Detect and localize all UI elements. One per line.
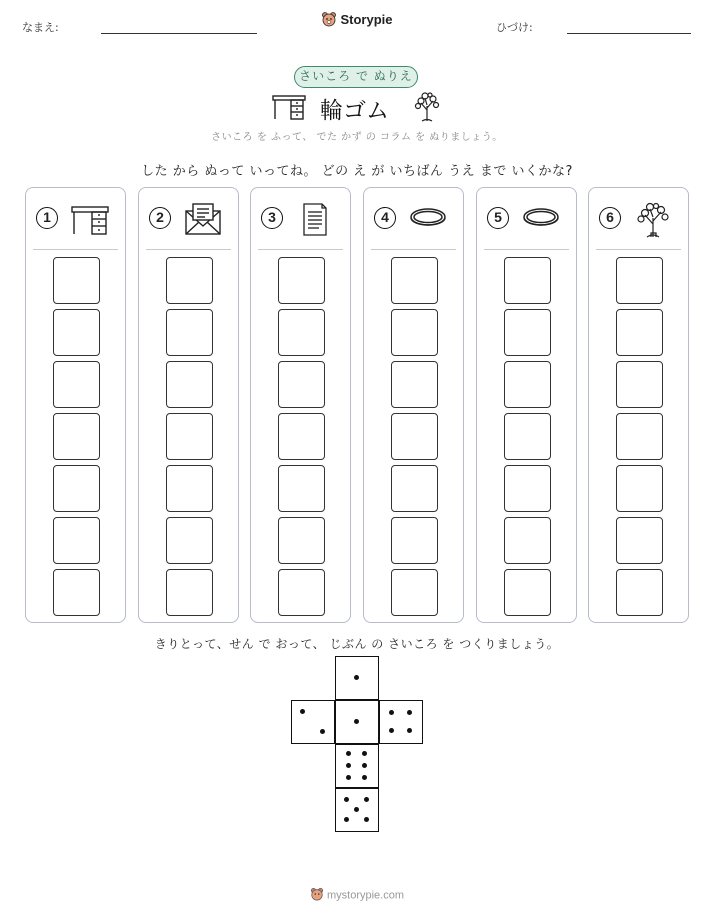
color-cell[interactable] — [504, 517, 551, 564]
color-cell[interactable] — [616, 569, 663, 616]
color-cell[interactable] — [391, 465, 438, 512]
column-header — [364, 188, 463, 250]
footer — [0, 887, 714, 904]
color-cell[interactable] — [53, 309, 100, 356]
name-line[interactable] — [101, 33, 257, 34]
column-3 — [250, 187, 351, 623]
column-header — [26, 188, 125, 250]
color-cell[interactable] — [278, 465, 325, 512]
dice-face-6 — [335, 744, 379, 788]
color-cell[interactable] — [53, 517, 100, 564]
color-cell[interactable] — [616, 517, 663, 564]
column-header — [589, 188, 688, 250]
color-cell[interactable] — [616, 309, 663, 356]
color-cell[interactable] — [391, 257, 438, 304]
color-cell[interactable] — [391, 517, 438, 564]
column-number: 5 — [487, 207, 509, 229]
tree-icon — [414, 92, 440, 126]
bear-logo-icon — [310, 887, 324, 904]
dice-pip — [354, 719, 359, 724]
dice-pip — [346, 775, 351, 780]
dice-pip — [320, 729, 325, 734]
column-divider — [371, 249, 456, 250]
color-cell[interactable] — [391, 413, 438, 460]
color-cell[interactable] — [53, 413, 100, 460]
color-cell[interactable] — [278, 257, 325, 304]
color-cell[interactable] — [504, 413, 551, 460]
color-cell[interactable] — [278, 309, 325, 356]
dice-face-4 — [379, 700, 423, 744]
dice-pip — [300, 709, 305, 714]
column-4 — [363, 187, 464, 623]
color-cell[interactable] — [53, 257, 100, 304]
dice-pip — [389, 728, 394, 733]
dice-pip — [362, 751, 367, 756]
title-row — [0, 92, 714, 122]
color-cell[interactable] — [504, 569, 551, 616]
color-cell[interactable] — [504, 465, 551, 512]
column-number: 4 — [374, 207, 396, 229]
column-divider — [146, 249, 231, 250]
dice-pip — [354, 675, 359, 680]
color-cell[interactable] — [616, 257, 663, 304]
column-header — [477, 188, 576, 250]
dice-face-1 — [335, 656, 379, 700]
dice-pip — [407, 710, 412, 715]
color-cell[interactable] — [166, 569, 213, 616]
desk-icon — [272, 94, 306, 124]
color-cell[interactable] — [504, 257, 551, 304]
bear-logo-icon — [321, 11, 337, 30]
color-cell[interactable] — [616, 361, 663, 408]
brand-logo — [0, 11, 714, 30]
date-line[interactable] — [567, 33, 691, 34]
color-cell[interactable] — [166, 465, 213, 512]
activity-badge: さいころ で ぬりえ — [294, 66, 418, 88]
column-1 — [25, 187, 126, 623]
color-cell[interactable] — [166, 257, 213, 304]
tree-icon — [633, 202, 673, 238]
column-divider — [484, 249, 569, 250]
dice-pip — [346, 751, 351, 756]
column-divider — [258, 249, 343, 250]
dice-face-5 — [335, 788, 379, 832]
color-cell[interactable] — [53, 361, 100, 408]
column-6 — [588, 187, 689, 623]
dice-face-1 — [335, 700, 379, 744]
color-cell[interactable] — [391, 569, 438, 616]
cut-instruction: きりとって、せん で おって、 じぶん の さいころ を つくりましょう。 — [154, 637, 560, 651]
footer-url[interactable]: mystorypie.com — [326, 889, 405, 902]
dice-pip — [389, 710, 394, 715]
dice-pip — [362, 775, 367, 780]
column-divider — [33, 249, 118, 250]
desk-icon — [70, 202, 110, 238]
column-number: 3 — [261, 207, 283, 229]
dice-face-2 — [291, 700, 335, 744]
column-header — [139, 188, 238, 250]
column-2 — [138, 187, 239, 623]
color-cell[interactable] — [391, 309, 438, 356]
color-cell[interactable] — [278, 413, 325, 460]
color-cell[interactable] — [278, 517, 325, 564]
column-number: 6 — [599, 207, 621, 229]
page-title: 輪ゴム — [320, 98, 389, 124]
column-5 — [476, 187, 577, 623]
dice-pip — [364, 817, 369, 822]
color-cell[interactable] — [278, 569, 325, 616]
color-cell[interactable] — [616, 465, 663, 512]
dice-pip — [364, 797, 369, 802]
color-cell[interactable] — [616, 413, 663, 460]
color-cell[interactable] — [166, 413, 213, 460]
color-cell[interactable] — [391, 361, 438, 408]
dice-pip — [346, 763, 351, 768]
color-cell[interactable] — [504, 309, 551, 356]
color-cell[interactable] — [166, 361, 213, 408]
color-cell[interactable] — [166, 517, 213, 564]
column-divider — [596, 249, 681, 250]
document-icon — [295, 202, 335, 238]
date-label: ひづけ: — [496, 21, 533, 34]
dice-pip — [344, 797, 349, 802]
rubber-band-icon — [521, 202, 561, 238]
instruction: した から ぬって いってね。 どの え が いちばん うえ まで いくかな? — [141, 164, 573, 179]
column-number: 1 — [36, 207, 58, 229]
envelope-icon — [183, 202, 223, 238]
name-label: なまえ: — [22, 21, 59, 34]
subtitle: さいころ を ふって、 でた かず の コラム を ぬりましょう。 — [211, 132, 503, 143]
color-cell[interactable] — [166, 309, 213, 356]
color-cell[interactable] — [504, 361, 551, 408]
dice-pip — [407, 728, 412, 733]
dice-pip — [344, 817, 349, 822]
rubber-band-icon — [408, 202, 448, 238]
dice-pip — [354, 807, 359, 812]
color-cell[interactable] — [53, 465, 100, 512]
brand-name: Storypie — [340, 11, 393, 27]
dice-pip — [362, 763, 367, 768]
column-header — [251, 188, 350, 250]
column-number: 2 — [149, 207, 171, 229]
color-cell[interactable] — [53, 569, 100, 616]
color-cell[interactable] — [278, 361, 325, 408]
